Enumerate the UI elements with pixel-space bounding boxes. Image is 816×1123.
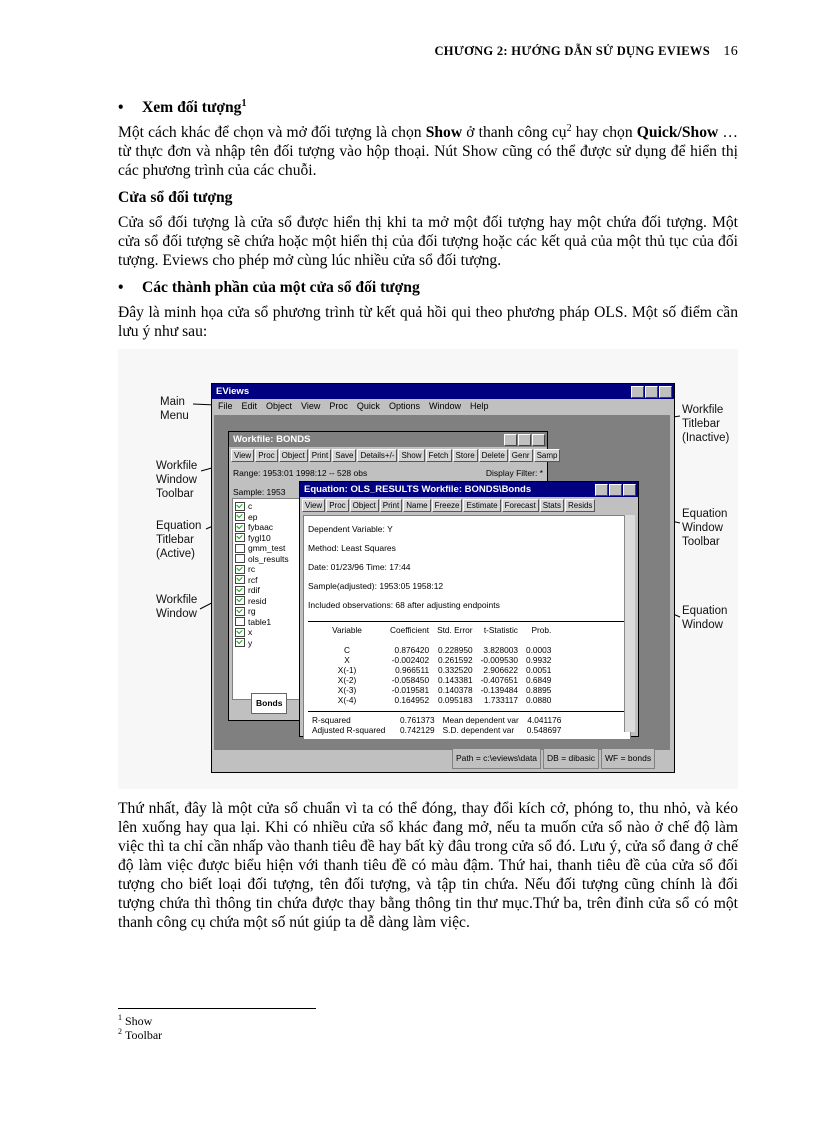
workfile-object-list <box>232 498 306 700</box>
maximize-icon[interactable] <box>518 434 531 446</box>
eq-resids-button[interactable]: Resids <box>565 499 595 512</box>
wf-fetch-button[interactable]: Fetch <box>426 449 452 462</box>
equation-toolbar <box>300 497 638 514</box>
series-icon <box>235 533 245 542</box>
callout-workfile-titlebar: Workfile Titlebar (Inactive) <box>682 404 730 444</box>
eq-object-button[interactable]: Object <box>350 499 379 512</box>
menu-quick[interactable]: Quick <box>356 401 380 411</box>
series-icon <box>235 502 245 511</box>
eq-forecast-button[interactable]: Forecast <box>502 499 539 512</box>
minimize-icon[interactable] <box>595 484 608 496</box>
table-header-row: Variable Coefficient Std. Error t-Statistic Prob. <box>332 625 552 635</box>
callout-workfile-window: Workfile Window <box>156 594 198 620</box>
menu-object[interactable]: Object <box>266 401 293 411</box>
paragraph-intro-figure: Đây là minh họa cửa sổ phương trình từ kết quả hồi qui theo phương pháp OLS. Một số điểm cần lưu ý như sau: <box>118 304 738 340</box>
page-header <box>118 44 738 60</box>
app-titlebar[interactable]: EViews <box>212 384 674 399</box>
menu-window[interactable]: Window <box>428 401 461 411</box>
list-item[interactable]: rcf <box>235 575 303 586</box>
list-item[interactable]: ep <box>235 512 303 523</box>
main-menu <box>212 399 674 413</box>
table-row: X -0.002402 0.261592 -0.009530 0.9932 <box>344 655 552 665</box>
chapter-title: CHƯƠNG 2: HƯỚNG DẪN SỬ DỤNG EVIEWS <box>434 44 710 58</box>
menu-help[interactable]: Help <box>469 401 489 411</box>
wf-save-button[interactable]: Save <box>332 449 356 462</box>
series-icon <box>235 628 245 637</box>
close-icon[interactable] <box>659 386 672 398</box>
wf-print-button[interactable]: Print <box>309 449 331 462</box>
table-row: X(-1) 0.966511 0.332520 2.906622 0.0051 <box>337 665 552 675</box>
status-db: DB = dibasic <box>543 748 599 769</box>
dependent-variable: Dependent Variable: Y <box>308 524 393 534</box>
wf-genr-button[interactable]: Genr <box>509 449 533 462</box>
footnotes <box>118 1008 518 1042</box>
list-item[interactable]: rg <box>235 606 303 617</box>
equation-scrollbar[interactable] <box>624 515 635 732</box>
wf-samp-button[interactable]: Samp <box>534 449 561 462</box>
bullet-icon: • <box>118 99 124 116</box>
menu-proc[interactable]: Proc <box>329 401 348 411</box>
callout-main-menu: Main Menu <box>160 396 189 422</box>
estimation-method: Method: Least Squares <box>308 543 396 553</box>
list-item[interactable]: table1 <box>235 617 303 628</box>
eq-view-button[interactable]: View <box>302 499 325 512</box>
table-row: Adjusted R-squared 0.742129 S.D. dependent var 0.548697 <box>312 725 562 735</box>
page-number: 16 <box>723 44 738 59</box>
menu-options[interactable]: Options <box>388 401 420 411</box>
eq-estimate-button[interactable]: Estimate <box>463 499 500 512</box>
workfile-titlebar[interactable]: Workfile: BONDS <box>229 432 547 447</box>
series-icon <box>235 586 245 595</box>
series-icon <box>235 575 245 584</box>
coefficient-table <box>308 625 555 705</box>
series-icon <box>235 607 245 616</box>
close-icon[interactable] <box>623 484 636 496</box>
list-item[interactable]: gmm_test <box>235 543 303 554</box>
list-item[interactable]: fygl10 <box>235 533 303 544</box>
list-item[interactable]: y <box>235 638 303 649</box>
menu-file[interactable]: File <box>218 401 233 411</box>
status-wf: WF = bonds <box>601 748 655 769</box>
footnote-divider <box>118 1008 316 1009</box>
bullet-view-object: • Xem đối tượng$^1$ <box>118 97 247 116</box>
list-item[interactable]: fybaac <box>235 522 303 533</box>
callout-equation-titlebar: Equation Titlebar (Active) <box>156 520 202 560</box>
equation-icon <box>235 544 245 553</box>
series-icon <box>235 596 245 605</box>
equation-output <box>303 515 631 740</box>
eq-freeze-button[interactable]: Freeze <box>432 499 463 512</box>
list-item[interactable]: rc <box>235 564 303 575</box>
minimize-icon[interactable] <box>504 434 517 446</box>
bullet-window-components: • Các thành phần của một cửa sổ đối tượng <box>118 279 420 296</box>
table-row: X(-4) 0.164952 0.095183 1.733117 0.0880 <box>337 695 552 705</box>
paragraph-show: Một cách khác để chọn và mở đối tượng là chọn Show ở thanh công cụ$^2$ hay chọn Quick/Show … từ thực đơn và nhập tên đối tượng vào hộp thoại. Nút Show cũng có thể được sử dụng để hiển thị các phương trình của các chuỗi. <box>118 122 738 179</box>
footnote-ref-1: 1 <box>241 97 247 109</box>
paragraph-explanation: Thứ nhất, đây là một cửa sổ chuẩn vì ta có thể đóng, thay đổi kích cở, phóng to, thu nhỏ, và kéo lên xuống hay qua lại. Khi có nhiều cửa sổ khác đang mở, nếu ta muốn cửa sổ nào ở chế độ làm việc thì ta chỉ cần nhấp vào thanh tiêu đề hay bất kỳ đâu trong cửa sổ đó. Lưu ý, cửa sổ đang ở chế độ làm việc được biểu hiện với thanh tiêu đề có màu đậm. Thứ hai, thanh tiêu đề của cửa sổ đối tượng cho biết loại đối tượng, tên đối tượng, và tập tin chứa. Nếu đối tượng cũng chính là đối tượng chứa thì thông tin chứa được thay bằng thông tin thư mục.Thứ ba, trên đỉnh cửa sổ có một thanh công cụ chứa một số nút giúp ta dễ dàng làm việc. <box>118 800 738 931</box>
table-row: C 0.876420 0.228950 3.828003 0.0003 <box>344 645 552 655</box>
estimation-date: Date: 01/23/96 Time: 17:44 <box>308 562 411 572</box>
wf-show-button[interactable]: Show <box>398 449 424 462</box>
table-row: R-squared 0.761373 Mean dependent var 4.041176 <box>312 715 562 725</box>
minimize-icon[interactable] <box>631 386 644 398</box>
footnote-2: $^2$ Toolbar <box>118 1027 163 1042</box>
wf-object-button[interactable]: Object <box>279 449 308 462</box>
eviews-figure <box>118 349 738 789</box>
page-content <box>118 98 738 940</box>
eq-proc-button[interactable]: Proc <box>326 499 348 512</box>
wf-proc-button[interactable]: Proc <box>255 449 277 462</box>
workfile-toolbar <box>229 447 558 464</box>
status-bar <box>452 748 655 769</box>
wf-delete-button[interactable]: Delete <box>479 449 508 462</box>
paragraph-object-window: Cửa sổ đối tượng là cửa sổ được hiển thị khi ta mở một đối tượng hay một chứa đối tượng. Một cửa sổ đối tượng sẽ chứa hoặc một hiển thị của đối tượng hoặc các kết quả của một thủ tục của đối tượng. Eviews cho phép mở cùng lúc nhiều cửa sổ đối tượng. <box>118 214 738 269</box>
eq-name-button[interactable]: Name <box>403 499 430 512</box>
maximize-icon[interactable] <box>609 484 622 496</box>
heading-object-window: Cửa sổ đối tượng <box>118 189 233 206</box>
equation-window <box>299 481 639 737</box>
list-item[interactable]: rdif <box>235 585 303 596</box>
list-item[interactable]: resid <box>235 596 303 607</box>
menu-view[interactable]: View <box>301 401 321 411</box>
series-icon <box>235 512 245 521</box>
eq-stats-button[interactable]: Stats <box>540 499 564 512</box>
estimation-sample: Sample(adjusted): 1953:05 1958:12 <box>308 581 444 591</box>
list-item[interactable]: c <box>235 501 303 512</box>
close-icon[interactable] <box>532 434 545 446</box>
series-icon <box>235 565 245 574</box>
tab-bonds[interactable]: Bonds <box>251 693 287 714</box>
maximize-icon[interactable] <box>645 386 658 398</box>
list-item[interactable]: ols_results <box>235 554 303 565</box>
footnote-1: $^1$ Show <box>118 1013 153 1028</box>
menu-edit[interactable]: Edit <box>241 401 258 411</box>
table-row: X(-2) -0.058450 0.143381 -0.407651 0.6849 <box>337 675 552 685</box>
wf-details-button[interactable]: Details+/- <box>357 449 397 462</box>
callout-equation-window: Equation Window <box>682 605 728 631</box>
included-observations: Included observations: 68 after adjusting endpoints <box>308 600 500 610</box>
callout-equation-toolbar: Equation Window Toolbar <box>682 508 728 548</box>
callout-workfile-toolbar: Workfile Window Toolbar <box>156 460 198 500</box>
workfile-range: Range: 1953:01 1998:12 -- 528 obs <box>233 468 368 478</box>
eq-print-button[interactable]: Print <box>380 499 402 512</box>
wf-view-button[interactable]: View <box>231 449 254 462</box>
status-path: Path = c:\eviews\data <box>452 748 541 769</box>
series-icon <box>235 638 245 647</box>
display-filter[interactable]: Display Filter: * <box>485 468 543 478</box>
stats-table <box>308 715 565 735</box>
table-icon <box>235 617 245 626</box>
equation-icon <box>235 554 245 563</box>
footnote-ref-2: 2 <box>566 122 572 134</box>
series-icon <box>235 523 245 532</box>
equation-titlebar[interactable]: Equation: OLS_RESULTS Workfile: BONDS\Bonds <box>300 482 638 497</box>
workfile-sample: Sample: 1953 <box>233 487 286 497</box>
wf-store-button[interactable]: Store <box>453 449 478 462</box>
table-row: X(-3) -0.019581 0.140378 -0.139484 0.8895 <box>337 685 552 695</box>
bullet-icon: • <box>118 279 124 296</box>
list-item[interactable]: x <box>235 627 303 638</box>
